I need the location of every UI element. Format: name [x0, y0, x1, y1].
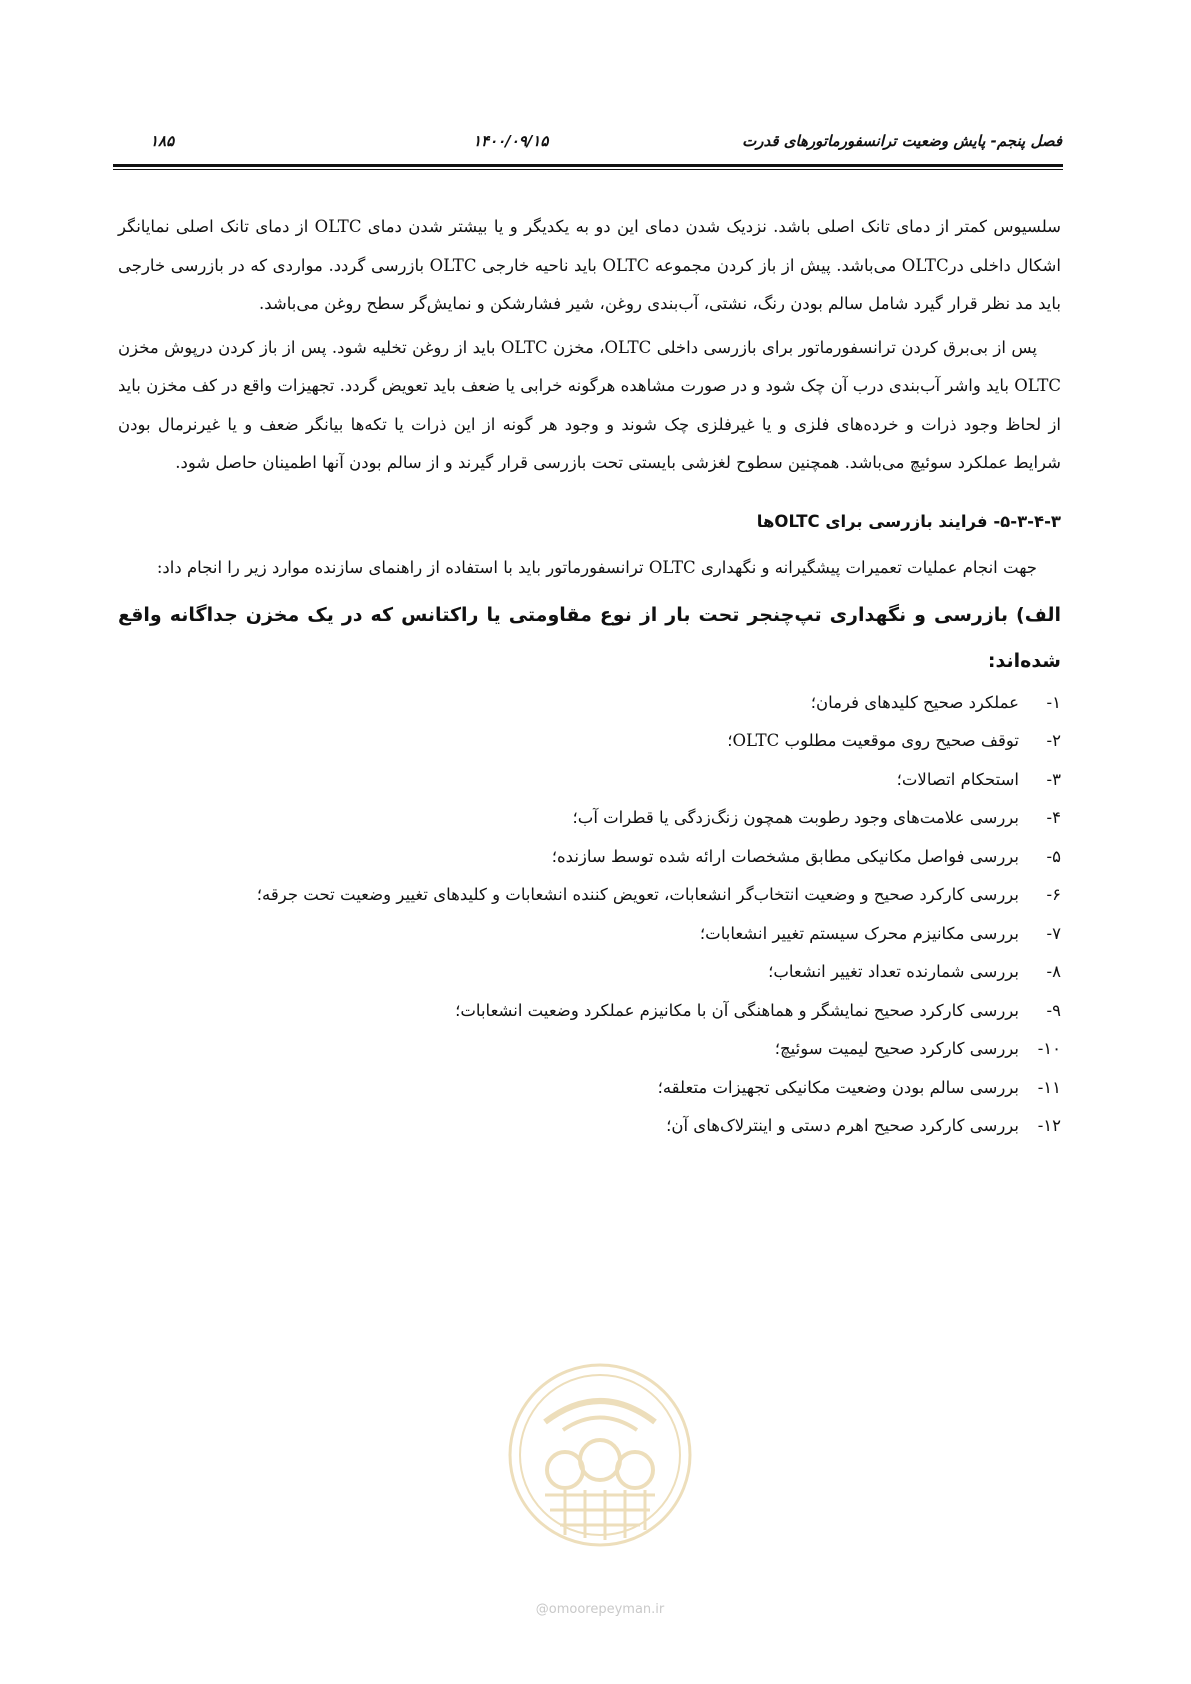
list-item [118, 1107, 1061, 1146]
item-text: بررسی کارکرد صحیح اهرم دستی و اینترلاک‌های آن؛ [666, 1116, 1019, 1135]
list-item [118, 761, 1061, 800]
item-text: بررسی علامت‌های وجود رطوبت همچون زنگ‌زدگی یا قطرات آب؛ [572, 808, 1019, 827]
header-rule [113, 164, 1063, 167]
item-text: بررسی مکانیزم محرک سیستم تغییر انشعابات؛ [699, 923, 1019, 943]
item-number: ۳- [1046, 769, 1061, 789]
watermark-seal-icon [510, 1365, 690, 1545]
item-text: بررسی شمارنده تعداد تغییر انشعاب؛ [768, 962, 1019, 981]
header-rule-thin [113, 169, 1063, 170]
item-text: بررسی کارکرد صحیح نمایشگر و هماهنگی آن با مکانیزم عملکرد وضعیت انشعابات؛ [455, 1000, 1019, 1020]
item-number: ۱۰- [1037, 1039, 1061, 1058]
running-header [118, 128, 1062, 156]
list-item [118, 684, 1061, 723]
section-heading: ۵-۳-۴-۳- فرایند بازرسی برای OLTCها [756, 511, 1061, 531]
item-number: ۵- [1046, 846, 1061, 866]
paragraph: سلسیوس کمتر از دمای تانک اصلی باشد. نزدیک شدن دمای این دو به یکدیگر و یا بیشتر شدن دمای OLTC از دمای تانک اصلی نمایانگر اشکال داخلی درOLTC می‌باشد. پیش از باز کردن مجموعه OLTC باید ناحیه خارجی OLTC بازرسی گردد. مواردی که در بازرسی خارجی باید مد نظر قرار گیرد شامل سالم بودن رنگ، نشتی، آب‌بندی روغن، شیر فشارشکن و نمایش‌گر سطح روغن می‌باشد. [118, 217, 1061, 313]
item-text: توقف صحیح روی موقعیت مطلوب OLTC؛ [727, 731, 1019, 750]
list-item [118, 799, 1061, 838]
header-date: ۱۴۰۰/۰۹/۱۵ [473, 132, 549, 150]
item-text: عملکرد صحیح کلیدهای فرمان؛ [810, 692, 1019, 712]
list-item [118, 838, 1061, 877]
page-number: ۱۸۵ [150, 132, 175, 150]
list-item [118, 1030, 1061, 1069]
list-item [118, 953, 1061, 992]
item-text: بررسی فواصل مکانیکی مطابق مشخصات ارائه شده توسط سازنده؛ [551, 846, 1019, 866]
item-text: استحکام اتصالات؛ [896, 769, 1019, 789]
item-number: ۲- [1046, 731, 1061, 750]
chapter-title: فصل پنجم- پایش وضعیت ترانسفورماتورهای قدرت [742, 132, 1062, 150]
list-item [118, 992, 1061, 1031]
item-number: ۶- [1046, 885, 1061, 904]
item-number: ۴- [1046, 808, 1061, 827]
item-number: ۱۲- [1037, 1116, 1061, 1135]
paragraph: پس از بی‌برق کردن ترانسفورماتور برای بازرسی داخلی OLTC، مخزن OLTC باید از روغن تخلیه شود. پس از باز کردن درپوش مخزن OLTC باید واشر آب‌بندی درب آن چک شود و در صورت مشاهده هرگونه خرابی یا ضعف باید تعویض گردد. تجهیزات واقع در کف مخزن باید از لحاظ وجود ذرات و خرده‌های فلزی و یا غیرفلزی چک شوند و وجود هر گونه از این ذرات یا تکه‌ها بیانگر ضعف و یا غیرنرمال بودن شرایط عملکرد سوئیچ می‌باشد. همچنین سطوح لغزشی بایستی تحت بازرسی قرار گیرند و از سالم بودن آنها اطمینان حاصل شود. [118, 337, 1061, 472]
item-text: بررسی سالم بودن وضعیت مکانیکی تجهیزات متعلقه؛ [657, 1077, 1019, 1097]
item-number: ۹- [1046, 1000, 1061, 1020]
item-text: بررسی کارکرد صحیح لیمیت سوئیچ؛ [774, 1039, 1019, 1058]
list-item [118, 722, 1061, 761]
list-item [118, 915, 1061, 954]
list-item [118, 876, 1061, 915]
item-number: ۱- [1046, 692, 1061, 712]
item-number: ۱۱- [1037, 1077, 1061, 1097]
body-text [118, 208, 1061, 1146]
item-text: بررسی کارکرد صحیح و وضعیت انتخاب‌گر انشعابات، تعویض کننده انشعابات و کلیدهای تغییر وضعیت تحت جرقه؛ [256, 885, 1019, 904]
item-number: ۸- [1046, 962, 1061, 981]
inspection-list [118, 684, 1061, 1146]
subheading: الف) بازرسی و نگهداری تپ‌چنجر تحت بار از نوع مقاومتی یا راکتانس که در یک مخزن جداگانه واقع شده‌اند: [118, 603, 1061, 672]
item-number: ۷- [1046, 923, 1061, 943]
list-item [118, 1069, 1061, 1108]
section-intro: جهت انجام عملیات تعمیرات پیشگیرانه و نگهداری OLTC ترانسفورماتور باید با استفاده از راهنمای سازنده موارد زیر را انجام داد: [156, 558, 1037, 577]
watermark-logo [505, 1360, 695, 1550]
watermark-site: @omoorepeyman.ir [535, 1602, 665, 1617]
